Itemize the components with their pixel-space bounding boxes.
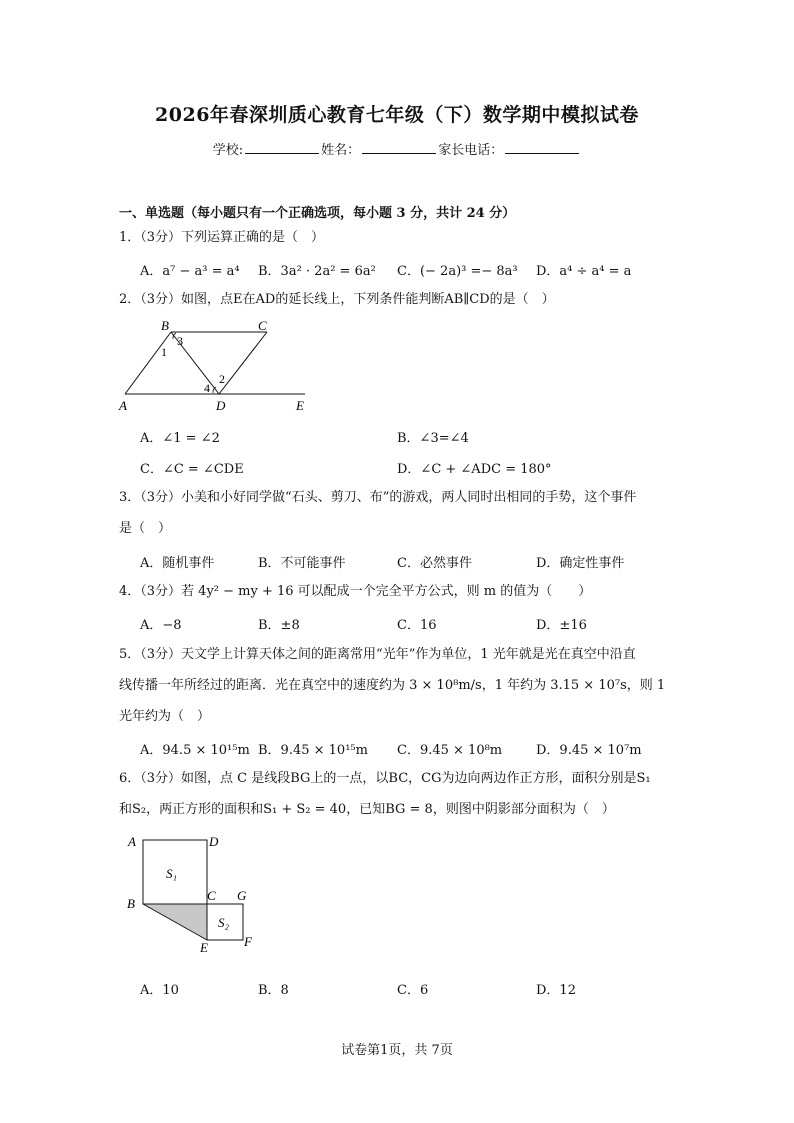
label-e: E: [296, 398, 304, 413]
question-2-stem: 2．（3分）如图，点E在AD的延长线上，下列条件能判断AB∥CD的是（ ）: [119, 292, 555, 307]
question-5-stem-line-2: 线传播一年所经过的距离．光在真空中的速度约为 3 × 10⁸m/s，1 年约为 3.15 × 10⁷s，则 1: [119, 678, 666, 693]
label-b: B: [161, 318, 169, 333]
question-4-option-b: B．±8: [258, 618, 300, 633]
label-b: B: [127, 896, 135, 911]
label-g: G: [237, 888, 247, 903]
question-4-option-a: A．−8: [140, 618, 182, 633]
label-c: C: [258, 318, 267, 333]
school-blank[interactable]: [245, 141, 319, 154]
question-2-option-a: A．∠1 = ∠2: [140, 431, 220, 446]
label-angle-3: 3: [177, 334, 183, 348]
school-label: 学校:: [212, 143, 244, 158]
question-6-figure: [120, 826, 270, 961]
question-1-option-b: B．3a² · 2a² = 6a²: [258, 264, 376, 279]
page-footer: 试卷第1页，共 7页: [341, 1043, 453, 1058]
name-label: 姓名：: [321, 143, 361, 158]
label-d: D: [209, 834, 219, 849]
question-5-option-c: C．9.45 × 10⁸m: [397, 743, 503, 758]
question-3-stem-line-1: 3．（3分）小美和小好同学做“石头、剪刀、布”的游戏，两人同时出相同的手势，这个事件: [119, 490, 637, 505]
name-blank[interactable]: [362, 141, 436, 154]
question-1-option-a: A．a⁷ − a³ = a⁴: [140, 264, 240, 279]
line-ab: [125, 332, 171, 394]
line-cd: [219, 332, 267, 394]
question-2-option-d: D．∠C + ∠ADC = 180°: [397, 462, 552, 477]
label-e: E: [200, 940, 208, 955]
question-6-option-d: D．12: [536, 983, 576, 998]
question-2-option-b: B．∠3=∠4: [397, 431, 469, 446]
question-6-option-c: C．6: [397, 983, 429, 998]
label-s2: S₂: [218, 915, 230, 930]
question-3-option-d: D．确定性事件: [536, 556, 625, 571]
label-a: A: [119, 398, 127, 413]
question-5-stem-line-3: 光年约为（ ）: [119, 709, 211, 724]
question-3-option-b: B．不可能事件: [258, 556, 346, 571]
question-4-option-c: C．16: [397, 618, 437, 633]
phone-label: 家长电话：: [438, 143, 504, 158]
question-4-option-d: D．±16: [536, 618, 587, 633]
label-f: F: [244, 934, 252, 949]
question-5-option-d: D．9.45 × 10⁷m: [536, 743, 642, 758]
label-angle-4: 4: [204, 381, 210, 395]
question-5-option-a: A．94.5 × 10¹⁵m: [140, 743, 250, 758]
question-6-option-b: B．8: [258, 983, 289, 998]
question-1-stem: 1．（3分）下列运算正确的是（ ）: [119, 230, 325, 245]
question-6-stem-line-1: 6．（3分）如图，点 C 是线段BG上的一点，以BC，CG为边向两边作正方形，面积分别是S₁: [119, 771, 651, 786]
label-angle-1: 1: [161, 345, 167, 359]
label-s1: S₁: [166, 866, 178, 881]
question-3-option-c: C．必然事件: [397, 556, 472, 571]
section-heading: 一、单选题（每小题只有一个正确选项，每小题 3 分，共计 24 分）: [119, 206, 516, 221]
label-d: D: [216, 398, 226, 413]
question-2-option-c: C．∠C = ∠CDE: [140, 462, 244, 477]
label-a: A: [128, 834, 136, 849]
question-2-figure: [115, 314, 315, 414]
phone-blank[interactable]: [505, 141, 579, 154]
question-1-option-d: D．a⁴ ÷ a⁴ = a: [536, 264, 632, 279]
question-3-stem-line-2: 是（ ）: [119, 521, 172, 536]
page-title: 2026年春深圳质心教育七年级（下）数学期中模拟试卷: [155, 104, 639, 126]
question-3-option-a: A．随机事件: [140, 556, 215, 571]
question-1-option-c: C．(− 2a)³ =− 8a³: [397, 264, 518, 279]
question-6-option-a: A．10: [140, 983, 179, 998]
label-c: C: [207, 888, 216, 903]
label-angle-2: 2: [219, 372, 225, 386]
student-info-line: [0, 139, 794, 158]
question-6-stem-line-2: 和S₂，两正方形的面积和S₁ + S₂ = 40，已知BG = 8，则图中阴影部分面积为（ ）: [119, 802, 615, 817]
question-4-stem: 4．（3分）若 4y² − my + 16 可以配成一个完全平方公式，则 m 的值为（ ）: [119, 584, 592, 599]
question-5-stem-line-1: 5．（3分）天文学上计算天体之间的距离常用“光年”作为单位，1 光年就是光在真空中沿直: [119, 647, 636, 662]
question-5-option-b: B．9.45 × 10¹⁵m: [258, 743, 368, 758]
